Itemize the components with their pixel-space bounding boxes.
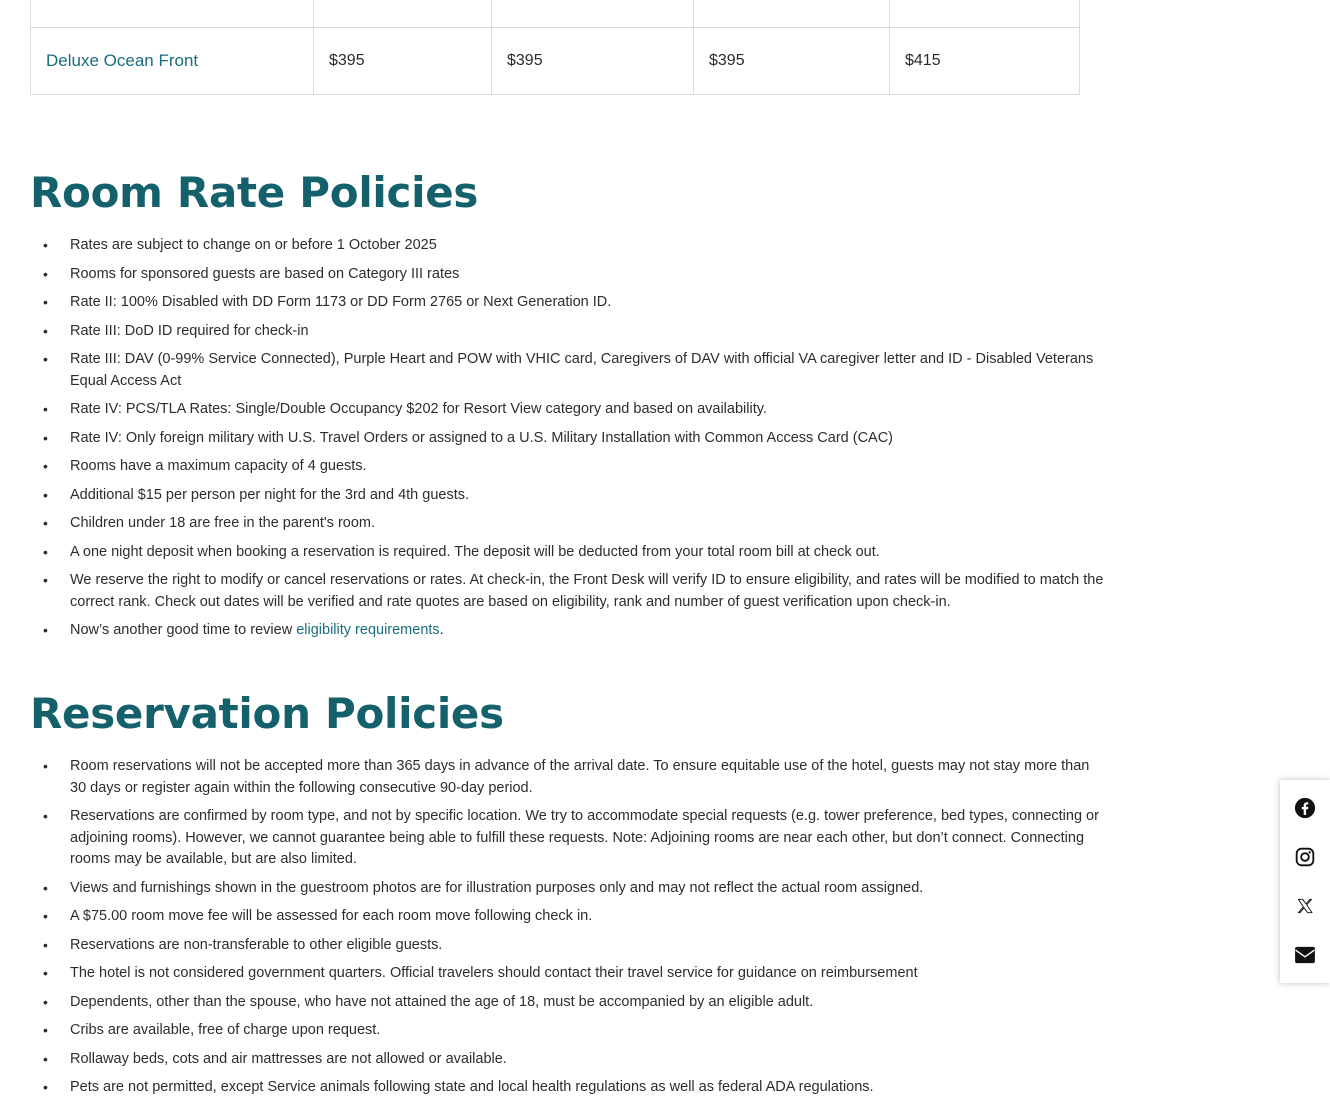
list-item: • Rollaway beds, cots and air mattresses are not allowed or available. [30,1049,1105,1071]
room-name-cell [31,28,314,95]
list-item: • Rate III: DAV (0-99% Service Connected), Purple Heart and POW with VHIC card, Caregivers of DAV with official VA caregiver letter and ID - Disabled Veterans Equal Access Act [30,349,1105,392]
list-item: • A one night deposit when booking a reservation is required. The deposit will be deducted from your total room bill at check out. [30,542,1105,564]
list-item: • Views and furnishings shown in the guestroom photos are for illustration purposes only and may not reflect the actual room assigned. [30,878,1105,900]
table-row [31,28,1080,95]
facebook-icon [1294,797,1316,819]
table-cell [890,0,1080,28]
table-row [31,0,1080,28]
rate-cell: $395 [492,28,694,95]
table-cell [31,0,314,28]
list-item-text: . [439,622,444,638]
list-item: • Additional $15 per person per night for the 3rd and 4th guests. [30,485,1105,507]
instagram-button[interactable] [1290,842,1320,872]
reservation-policies-list [30,756,1105,1106]
list-item: • Rates are subject to change on or before 1 October 2025 [30,235,1105,257]
social-share-bar [1280,780,1330,983]
list-item: • Room reservations will not be accepted more than 365 days in advance of the arrival date. To ensure equitable use of the hotel, guests may not stay more than 30 days or register again within the following consecutive 90-day period. [30,756,1105,799]
instagram-icon [1295,847,1315,867]
list-item: • Dependents, other than the spouse, who have not attained the age of 18, must be accompanied by an eligible adult. [30,992,1105,1014]
facebook-button[interactable] [1290,793,1320,823]
x-icon [1297,898,1313,914]
list-item: • Reservations are non-transferable to other eligible guests. [30,935,1105,957]
list-item: • Reservations are confirmed by room type, and not by specific location. We try to accommodate special requests (e.g. tower preference, bed types, connecting or adjoining rooms). However, we cannot guarantee being able to fulfill these requests. Note: Adjoining rooms are near each other, but don’t connect. Connecting rooms may be available, but are also limited. [30,806,1105,871]
list-item: • Rate IV: Only foreign military with U.S. Travel Orders or assigned to a U.S. Military Installation with Common Access Card (CAC) [30,428,1105,450]
eligibility-requirements-link[interactable]: eligibility requirements [296,622,440,638]
table-cell [694,0,890,28]
x-button[interactable] [1290,891,1320,921]
list-item: • Rooms have a maximum capacity of 4 guests. [30,456,1105,478]
list-item-text: Now’s another good time to review [70,622,297,638]
room-rate-policies-heading: Room Rate Policies [30,168,479,217]
list-item: • Rate III: DoD ID required for check-in [30,321,1105,343]
room-rate-policies-list [30,235,1105,649]
list-item: • Cribs are available, free of charge upon request. [30,1020,1105,1042]
list-item: • Rooms for sponsored guests are based on Category III rates [30,264,1105,286]
room-type-link[interactable]: Deluxe Ocean Front [46,51,199,70]
reservation-policies-heading: Reservation Policies [30,689,504,738]
rate-cell: $395 [314,28,492,95]
list-item: • Pets are not permitted, except Service animals following state and local health regulations as well as federal ADA regulations. [30,1077,1105,1099]
email-icon [1294,946,1316,964]
table-cell [314,0,492,28]
list-item: • We reserve the right to modify or cancel reservations or rates. At check-in, the Front Desk will verify ID to ensure eligibility, and rates will be modified to match the correct rank. Check out dates will be verified and rate quotes are based on eligibility, rank and number of guest verification upon check-in. [30,570,1105,613]
email-button[interactable] [1290,940,1320,970]
table-cell [492,0,694,28]
list-item: • Rate II: 100% Disabled with DD Form 1173 or DD Form 2765 or Next Generation ID. [30,292,1105,314]
list-item: • The hotel is not considered government quarters. Official travelers should contact their travel service for guidance on reimbursement [30,963,1105,985]
rate-table [30,0,1080,95]
list-item: • Children under 18 are free in the parent's room. [30,513,1105,535]
list-item: • Rate IV: PCS/TLA Rates: Single/Double Occupancy $202 for Resort View category and based on availability. [30,399,1105,421]
list-item [30,620,1105,642]
rate-cell: $415 [890,28,1080,95]
list-item: • A $75.00 room move fee will be assessed for each room move following check in. [30,906,1105,928]
rate-cell: $395 [694,28,890,95]
